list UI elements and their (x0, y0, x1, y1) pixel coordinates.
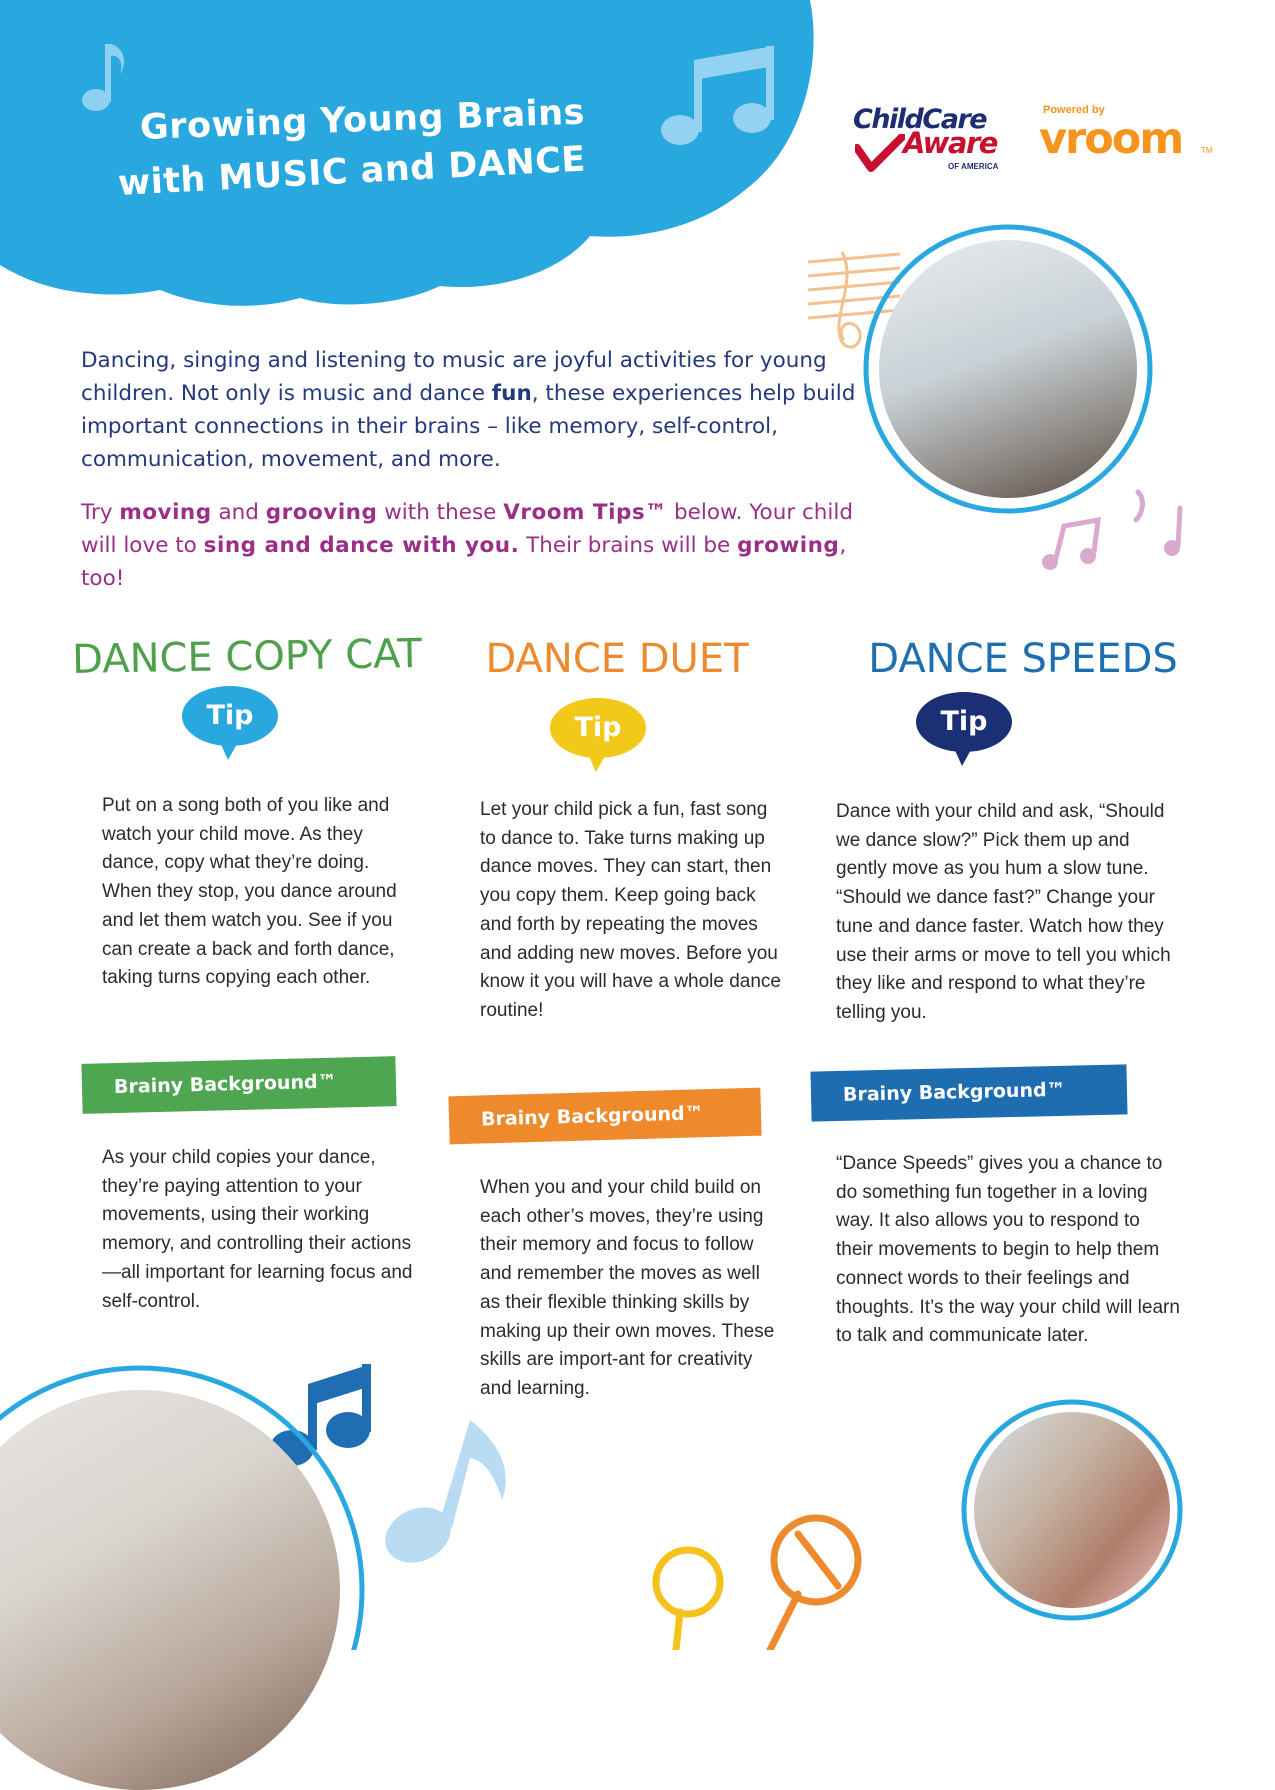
brainy-text-speeds: “Dance Speeds” gives you a chance to do something fun together in a loving way. It also allows you to respond to their movements to begin to help them connect words to their feelings and thoughts. It’s the way your child will learn to talk and communicate later. (836, 1153, 1180, 1347)
try-text: , too! (81, 533, 847, 591)
brainy-background-banner-speeds: Brainy Background™ (810, 1064, 1127, 1121)
tip-bubble-speeds (916, 692, 1012, 768)
tip-label: Tip (206, 700, 254, 731)
pink-music-notes-icon (1042, 492, 1180, 570)
brainy-text-duet: When you and your child build on each other’s moves, they’re using their memory and focus to follow and remember the moves as well as their flexible thinking skills by making up their own moves. These skills are import-ant for creativity and learning. (480, 1177, 775, 1399)
light-music-note-icon (376, 1420, 506, 1573)
of-america-text: OF AMERICA (948, 162, 999, 171)
try-growing: growing (737, 533, 840, 558)
tip-bubble-duet (550, 698, 646, 774)
page-title (116, 92, 638, 212)
powered-by-text: Powered by (1043, 104, 1105, 116)
brainy-background-banner-duet: Brainy Background™ (448, 1088, 761, 1145)
heading-dance-copy-cat: DANCE COPY CAT (71, 630, 423, 684)
vroom-logo-text: vroom (1039, 114, 1183, 164)
try-moving: moving (119, 500, 212, 525)
intro-text: Dancing, singing and listening to music are joyful activities for young children. Not only is music and dance (81, 348, 827, 406)
try-text: below. Your child will love to (81, 500, 854, 558)
maracas-icon (656, 1518, 858, 1650)
try-vroom-tips: Vroom Tips™ (503, 500, 668, 525)
heading-dance-duet: DANCE DUET (485, 636, 749, 682)
try-text: Their brains will be (519, 533, 738, 558)
try-paragraph (81, 496, 871, 595)
intro-bold-fun: fun (491, 381, 532, 406)
tip-text-speeds: Dance with your child and ask, “Should we dance slow?” Pick them up and gently move as you hum a slow tune. “Should we dance fast?” Change your tune and dance faster. Watch how they use their arms or move to tell you which they like and respond to what they’re telling you. (836, 801, 1171, 1023)
brainy-background-banner-copy-cat: Brainy Background™ (81, 1056, 396, 1114)
try-text: Try (81, 500, 120, 525)
try-text: and (211, 500, 266, 525)
try-sing-dance: sing and dance with you. (203, 533, 520, 558)
photo-family-dancing (879, 240, 1137, 498)
childcare-logo-text: ChildCare (853, 104, 987, 135)
childcare-aware-logo (853, 104, 1023, 174)
title-line-2: with MUSIC and DANCE (116, 139, 587, 204)
tip-label: Tip (940, 706, 988, 737)
blue-music-note-icon (270, 1364, 371, 1466)
title-line-1: Growing Young Brains (139, 92, 586, 148)
tip-text-duet: Let your child pick a fun, fast song to dance to. Take turns making up dance moves. They can start, then you copy them. Keep going back and forth by repeating the moves and adding new moves. Before you know it you will have a whole dance routine! (480, 799, 782, 1021)
vroom-logo (1039, 104, 1213, 164)
try-text: with these (377, 500, 504, 525)
aware-logo-text: Aware (903, 126, 997, 160)
heading-dance-speeds: DANCE SPEEDS (868, 636, 1178, 682)
intro-text-end: , these experiences help build important connections in their brains – like memory, self-control, communication, movement, and more. (81, 381, 856, 472)
photo-father-daughter (974, 1412, 1170, 1608)
tip-bubble-copy-cat (182, 686, 278, 762)
brainy-text-copy-cat: As your child copies your dance, they’re paying attention to your movements, using their working memory, and controlling their actions—all important for learning focus and self-control. (102, 1147, 413, 1312)
tip-text-copy-cat: Put on a song both of you like and watch your child move. As they dance, copy what they’re doing. When they stop, you dance around and let them watch you. See if you can create a back and forth dance, taking turns copying each other. (102, 795, 397, 989)
checkmark-icon (855, 134, 905, 174)
tip-label: Tip (574, 712, 622, 743)
intro-paragraph (81, 344, 871, 476)
try-grooving: grooving (265, 500, 378, 525)
vroom-tm-text: TM (1201, 146, 1213, 155)
